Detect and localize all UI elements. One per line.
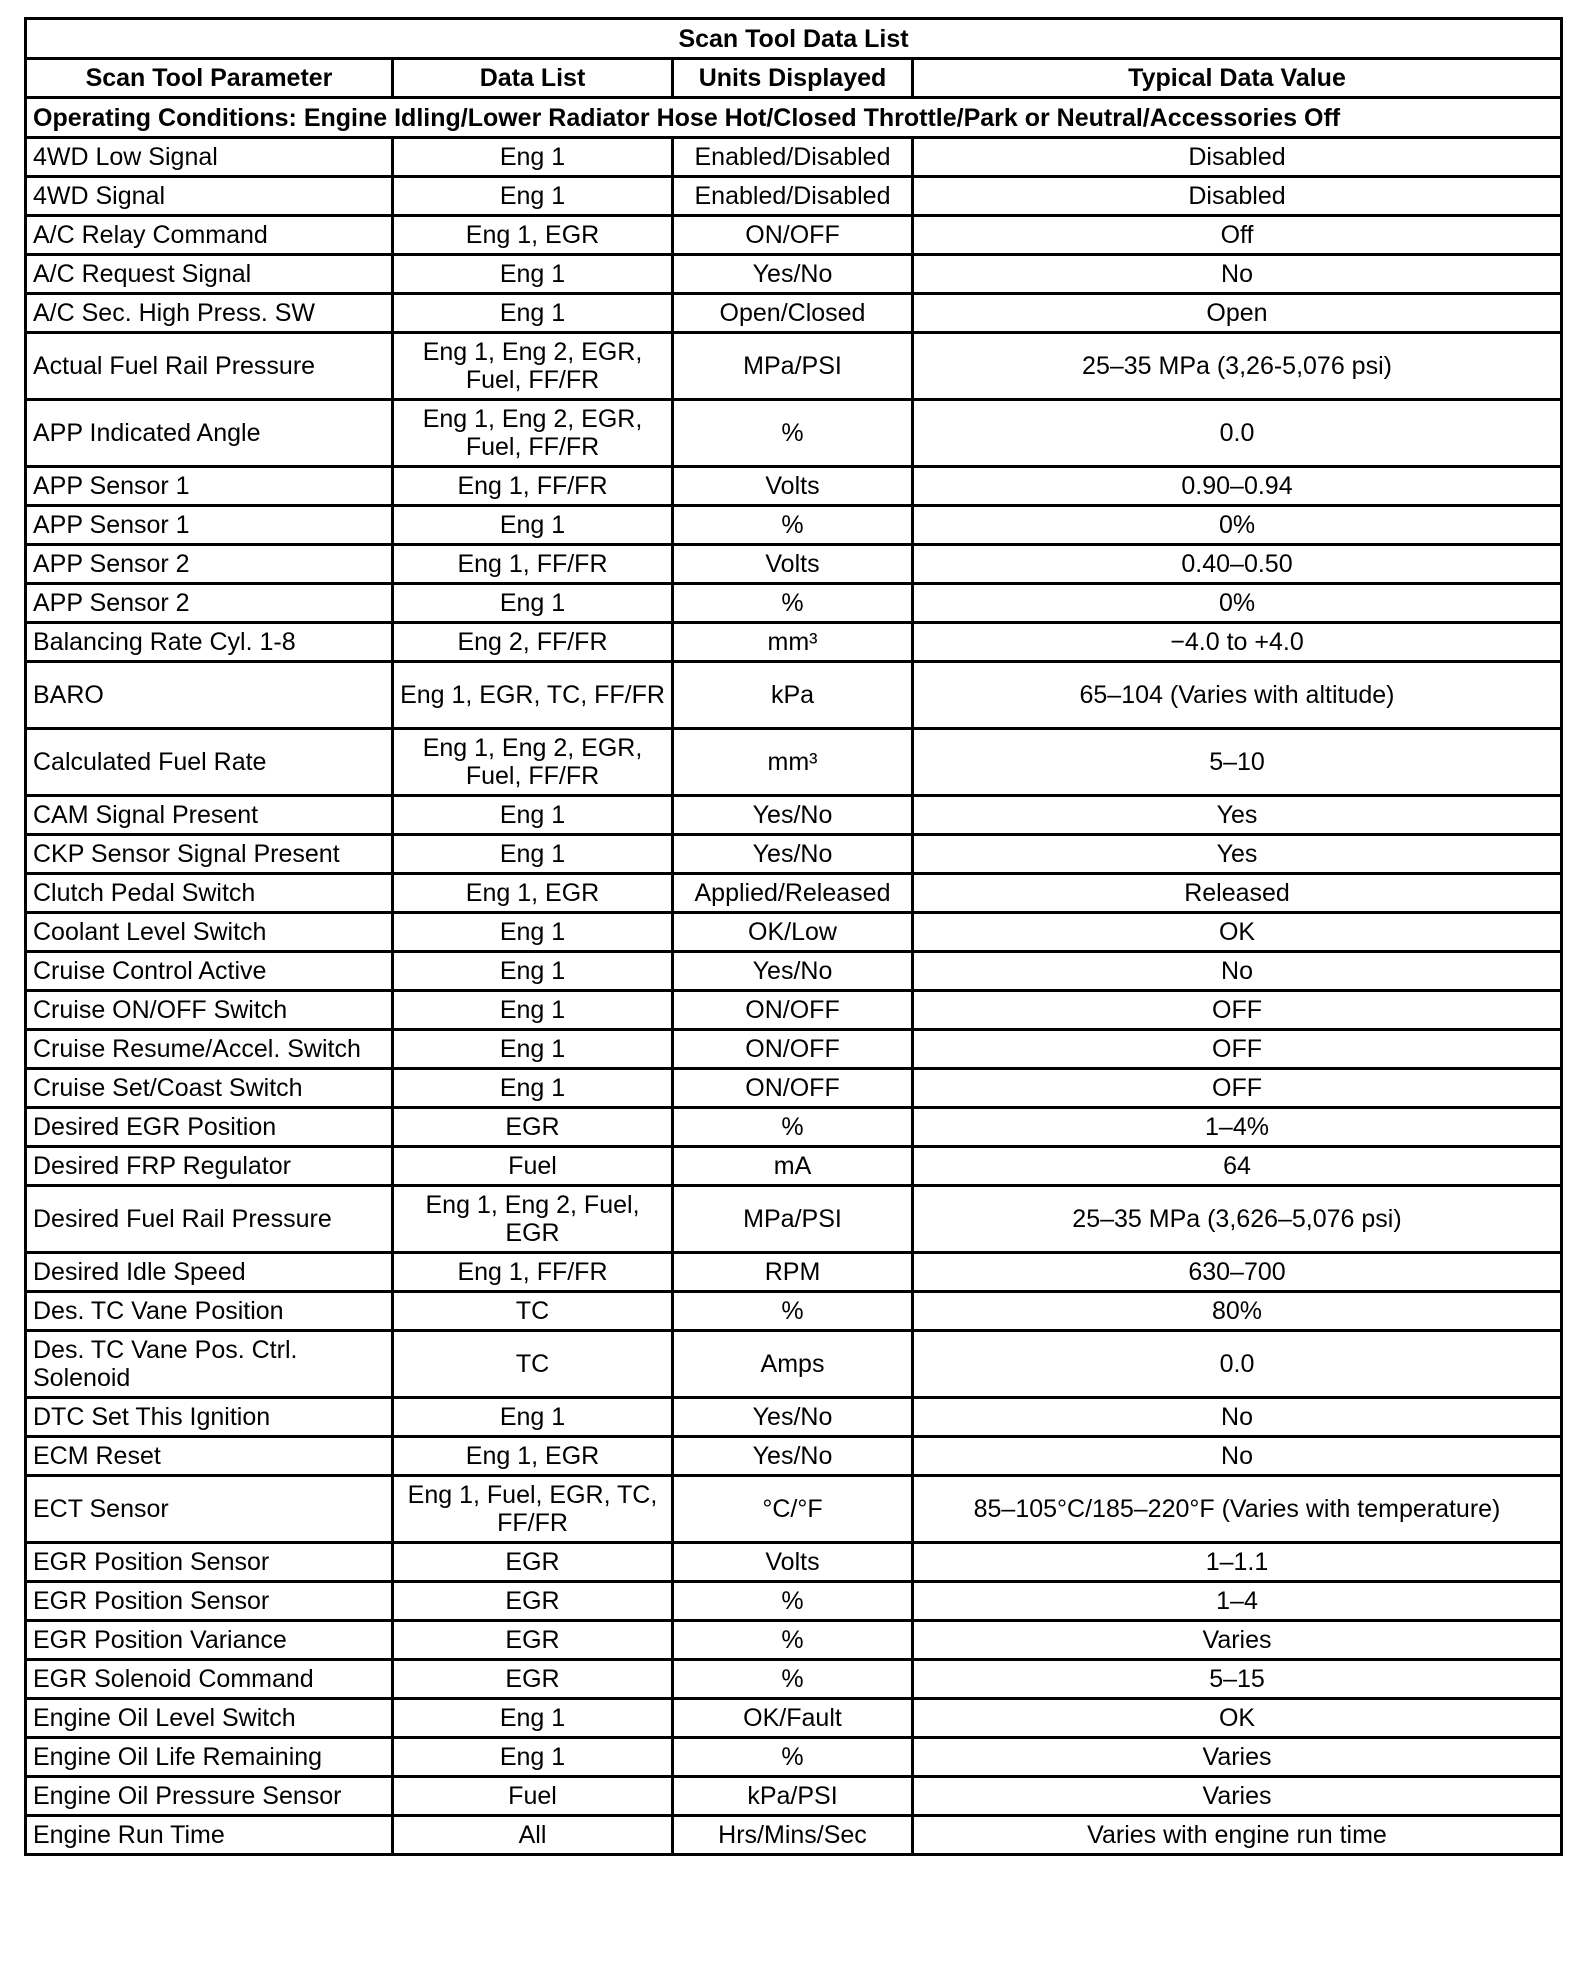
table-row — [26, 400, 1562, 467]
table-row — [26, 623, 1562, 662]
units-cell: Yes/No — [673, 796, 913, 835]
table-row — [26, 1660, 1562, 1699]
units-cell: OK/Low — [673, 913, 913, 952]
table-row — [26, 729, 1562, 796]
data-list-cell: Eng 1 — [393, 991, 673, 1030]
typical-value-cell: 1–4% — [913, 1108, 1562, 1147]
table-row — [26, 1030, 1562, 1069]
header-scan-tool-parameter: Scan Tool Parameter — [26, 59, 393, 98]
table-row — [26, 1777, 1562, 1816]
param-cell: Engine Oil Life Remaining — [26, 1738, 393, 1777]
typical-value-cell: No — [913, 1437, 1562, 1476]
table-row — [26, 467, 1562, 506]
table-row — [26, 294, 1562, 333]
param-cell: Actual Fuel Rail Pressure — [26, 333, 393, 400]
data-list-cell: Eng 1 — [393, 913, 673, 952]
param-cell: APP Sensor 1 — [26, 467, 393, 506]
param-cell: Desired Idle Speed — [26, 1253, 393, 1292]
units-cell: MPa/PSI — [673, 1186, 913, 1253]
units-cell: Enabled/Disabled — [673, 177, 913, 216]
table-row — [26, 991, 1562, 1030]
units-cell: ON/OFF — [673, 1030, 913, 1069]
param-cell: Calculated Fuel Rate — [26, 729, 393, 796]
typical-value-cell: OK — [913, 1699, 1562, 1738]
param-cell: Engine Oil Level Switch — [26, 1699, 393, 1738]
param-cell: 4WD Signal — [26, 177, 393, 216]
param-cell: Coolant Level Switch — [26, 913, 393, 952]
table-row — [26, 662, 1562, 729]
units-cell: MPa/PSI — [673, 333, 913, 400]
data-list-cell: Eng 1, EGR — [393, 216, 673, 255]
table-row — [26, 1699, 1562, 1738]
param-cell: A/C Sec. High Press. SW — [26, 294, 393, 333]
param-cell: 4WD Low Signal — [26, 138, 393, 177]
table-row — [26, 952, 1562, 991]
typical-value-cell: 65–104 (Varies with altitude) — [913, 662, 1562, 729]
data-list-cell: Eng 1, FF/FR — [393, 467, 673, 506]
typical-value-cell: Varies — [913, 1621, 1562, 1660]
param-cell: Desired Fuel Rail Pressure — [26, 1186, 393, 1253]
units-cell: mm³ — [673, 729, 913, 796]
data-list-cell: TC — [393, 1292, 673, 1331]
typical-value-cell: 1–1.1 — [913, 1543, 1562, 1582]
param-cell: Engine Run Time — [26, 1816, 393, 1855]
header-units-displayed: Units Displayed — [673, 59, 913, 98]
param-cell: Des. TC Vane Position — [26, 1292, 393, 1331]
data-list-cell: Eng 1, EGR, TC, FF/FR — [393, 662, 673, 729]
units-cell: Volts — [673, 1543, 913, 1582]
typical-value-cell: No — [913, 952, 1562, 991]
param-cell: EGR Position Variance — [26, 1621, 393, 1660]
units-cell: °C/°F — [673, 1476, 913, 1543]
data-list-cell: Eng 1, EGR — [393, 1437, 673, 1476]
data-list-cell: Eng 1 — [393, 294, 673, 333]
table-row — [26, 1069, 1562, 1108]
typical-value-cell: No — [913, 1398, 1562, 1437]
typical-value-cell: No — [913, 255, 1562, 294]
typical-value-cell: 0.90–0.94 — [913, 467, 1562, 506]
units-cell: Yes/No — [673, 1398, 913, 1437]
typical-value-cell: 25–35 MPa (3,626–5,076 psi) — [913, 1186, 1562, 1253]
units-cell: mm³ — [673, 623, 913, 662]
typical-value-cell: 80% — [913, 1292, 1562, 1331]
param-cell: ECM Reset — [26, 1437, 393, 1476]
table-header-row — [26, 59, 1562, 98]
param-cell: BARO — [26, 662, 393, 729]
typical-value-cell: Off — [913, 216, 1562, 255]
units-cell: % — [673, 506, 913, 545]
table-row — [26, 913, 1562, 952]
typical-value-cell: 5–15 — [913, 1660, 1562, 1699]
table-row — [26, 1253, 1562, 1292]
data-list-cell: EGR — [393, 1543, 673, 1582]
param-cell: CAM Signal Present — [26, 796, 393, 835]
param-cell: Cruise ON/OFF Switch — [26, 991, 393, 1030]
typical-value-cell: 0.0 — [913, 1331, 1562, 1398]
units-cell: % — [673, 584, 913, 623]
table-row — [26, 138, 1562, 177]
operating-conditions: Operating Conditions: Engine Idling/Lower Radiator Hose Hot/Closed Throttle/Park or Neutral/Accessories Off — [26, 98, 1562, 138]
table-row — [26, 1582, 1562, 1621]
header-data-list: Data List — [393, 59, 673, 98]
data-list-cell: All — [393, 1816, 673, 1855]
data-list-cell: EGR — [393, 1621, 673, 1660]
units-cell: % — [673, 1738, 913, 1777]
units-cell: % — [673, 1292, 913, 1331]
units-cell: ON/OFF — [673, 216, 913, 255]
table-row — [26, 1437, 1562, 1476]
units-cell: % — [673, 1660, 913, 1699]
data-list-cell: EGR — [393, 1582, 673, 1621]
units-cell: Amps — [673, 1331, 913, 1398]
data-list-cell: Eng 1, Eng 2, EGR, Fuel, FF/FR — [393, 333, 673, 400]
typical-value-cell: 630–700 — [913, 1253, 1562, 1292]
data-list-cell: Eng 1 — [393, 177, 673, 216]
units-cell: ON/OFF — [673, 991, 913, 1030]
table-title: Scan Tool Data List — [26, 19, 1562, 59]
param-cell: EGR Solenoid Command — [26, 1660, 393, 1699]
units-cell: kPa/PSI — [673, 1777, 913, 1816]
table-row — [26, 1816, 1562, 1855]
header-typical-data-value: Typical Data Value — [913, 59, 1562, 98]
operating-conditions-row — [26, 98, 1562, 138]
units-cell: Enabled/Disabled — [673, 138, 913, 177]
data-list-cell: Eng 1 — [393, 506, 673, 545]
param-cell: Balancing Rate Cyl. 1-8 — [26, 623, 393, 662]
units-cell: kPa — [673, 662, 913, 729]
table-row — [26, 1186, 1562, 1253]
data-list-cell: Eng 1 — [393, 835, 673, 874]
table-row — [26, 1108, 1562, 1147]
data-list-cell: Eng 1 — [393, 584, 673, 623]
param-cell: Engine Oil Pressure Sensor — [26, 1777, 393, 1816]
typical-value-cell: −4.0 to +4.0 — [913, 623, 1562, 662]
table-row — [26, 1331, 1562, 1398]
param-cell: APP Indicated Angle — [26, 400, 393, 467]
units-cell: Hrs/Mins/Sec — [673, 1816, 913, 1855]
typical-value-cell: 0.40–0.50 — [913, 545, 1562, 584]
units-cell: Applied/Released — [673, 874, 913, 913]
param-cell: EGR Position Sensor — [26, 1582, 393, 1621]
typical-value-cell: 5–10 — [913, 729, 1562, 796]
table-row — [26, 255, 1562, 294]
scan-tool-data-table — [24, 17, 1563, 1856]
param-cell: Desired EGR Position — [26, 1108, 393, 1147]
data-list-cell: EGR — [393, 1660, 673, 1699]
table-body — [26, 138, 1562, 1855]
param-cell: APP Sensor 2 — [26, 545, 393, 584]
data-list-cell: Fuel — [393, 1777, 673, 1816]
typical-value-cell: 1–4 — [913, 1582, 1562, 1621]
data-list-cell: Eng 1 — [393, 1699, 673, 1738]
param-cell: DTC Set This Ignition — [26, 1398, 393, 1437]
table-row — [26, 1398, 1562, 1437]
data-list-cell: EGR — [393, 1108, 673, 1147]
typical-value-cell: Released — [913, 874, 1562, 913]
typical-value-cell: Varies — [913, 1777, 1562, 1816]
units-cell: Yes/No — [673, 952, 913, 991]
typical-value-cell: Yes — [913, 835, 1562, 874]
units-cell: % — [673, 1582, 913, 1621]
table-row — [26, 1621, 1562, 1660]
units-cell: % — [673, 400, 913, 467]
data-list-cell: Eng 1 — [393, 138, 673, 177]
param-cell: Cruise Control Active — [26, 952, 393, 991]
param-cell: CKP Sensor Signal Present — [26, 835, 393, 874]
units-cell: % — [673, 1108, 913, 1147]
table-row — [26, 216, 1562, 255]
typical-value-cell: 0% — [913, 506, 1562, 545]
data-list-cell: Eng 1 — [393, 1069, 673, 1108]
table-row — [26, 506, 1562, 545]
units-cell: OK/Fault — [673, 1699, 913, 1738]
data-list-cell: Eng 1 — [393, 255, 673, 294]
typical-value-cell: Yes — [913, 796, 1562, 835]
units-cell: Open/Closed — [673, 294, 913, 333]
units-cell: Volts — [673, 467, 913, 506]
data-list-cell: Eng 1 — [393, 796, 673, 835]
typical-value-cell: Open — [913, 294, 1562, 333]
typical-value-cell: OFF — [913, 1030, 1562, 1069]
typical-value-cell: Disabled — [913, 138, 1562, 177]
data-list-cell: Eng 2, FF/FR — [393, 623, 673, 662]
data-list-cell: Fuel — [393, 1147, 673, 1186]
param-cell: Clutch Pedal Switch — [26, 874, 393, 913]
typical-value-cell: Disabled — [913, 177, 1562, 216]
table-row — [26, 1147, 1562, 1186]
param-cell: APP Sensor 1 — [26, 506, 393, 545]
data-list-cell: Eng 1 — [393, 1398, 673, 1437]
table-row — [26, 1476, 1562, 1543]
units-cell: Yes/No — [673, 1437, 913, 1476]
data-list-cell: Eng 1, EGR — [393, 874, 673, 913]
data-list-cell: Eng 1, Eng 2, Fuel, EGR — [393, 1186, 673, 1253]
units-cell: Yes/No — [673, 255, 913, 294]
param-cell: Cruise Set/Coast Switch — [26, 1069, 393, 1108]
table-row — [26, 545, 1562, 584]
typical-value-cell: Varies — [913, 1738, 1562, 1777]
units-cell: % — [673, 1621, 913, 1660]
table-row — [26, 1292, 1562, 1331]
typical-value-cell: 0% — [913, 584, 1562, 623]
param-cell: Des. TC Vane Pos. Ctrl. Solenoid — [26, 1331, 393, 1398]
table-row — [26, 1543, 1562, 1582]
units-cell: Yes/No — [673, 835, 913, 874]
table-title-row — [26, 19, 1562, 59]
data-list-cell: Eng 1, FF/FR — [393, 1253, 673, 1292]
typical-value-cell: 85–105°C/185–220°F (Varies with temperature) — [913, 1476, 1562, 1543]
data-list-cell: Eng 1, Fuel, EGR, TC, FF/FR — [393, 1476, 673, 1543]
param-cell: A/C Request Signal — [26, 255, 393, 294]
typical-value-cell: 25–35 MPa (3,26-5,076 psi) — [913, 333, 1562, 400]
typical-value-cell: OFF — [913, 991, 1562, 1030]
table-row — [26, 1738, 1562, 1777]
data-list-cell: Eng 1 — [393, 1030, 673, 1069]
table-row — [26, 177, 1562, 216]
units-cell: ON/OFF — [673, 1069, 913, 1108]
table-row — [26, 584, 1562, 623]
param-cell: EGR Position Sensor — [26, 1543, 393, 1582]
param-cell: APP Sensor 2 — [26, 584, 393, 623]
units-cell: Volts — [673, 545, 913, 584]
units-cell: RPM — [673, 1253, 913, 1292]
data-list-cell: Eng 1 — [393, 1738, 673, 1777]
typical-value-cell: OK — [913, 913, 1562, 952]
typical-value-cell: 64 — [913, 1147, 1562, 1186]
param-cell: Desired FRP Regulator — [26, 1147, 393, 1186]
data-list-cell: Eng 1, FF/FR — [393, 545, 673, 584]
table-row — [26, 333, 1562, 400]
table-row — [26, 874, 1562, 913]
param-cell: ECT Sensor — [26, 1476, 393, 1543]
param-cell: A/C Relay Command — [26, 216, 393, 255]
table-row — [26, 835, 1562, 874]
data-list-cell: Eng 1, Eng 2, EGR, Fuel, FF/FR — [393, 729, 673, 796]
param-cell: Cruise Resume/Accel. Switch — [26, 1030, 393, 1069]
units-cell: mA — [673, 1147, 913, 1186]
table-row — [26, 796, 1562, 835]
data-list-cell: Eng 1, Eng 2, EGR, Fuel, FF/FR — [393, 400, 673, 467]
typical-value-cell: 0.0 — [913, 400, 1562, 467]
data-list-cell: Eng 1 — [393, 952, 673, 991]
typical-value-cell: Varies with engine run time — [913, 1816, 1562, 1855]
typical-value-cell: OFF — [913, 1069, 1562, 1108]
data-list-cell: TC — [393, 1331, 673, 1398]
